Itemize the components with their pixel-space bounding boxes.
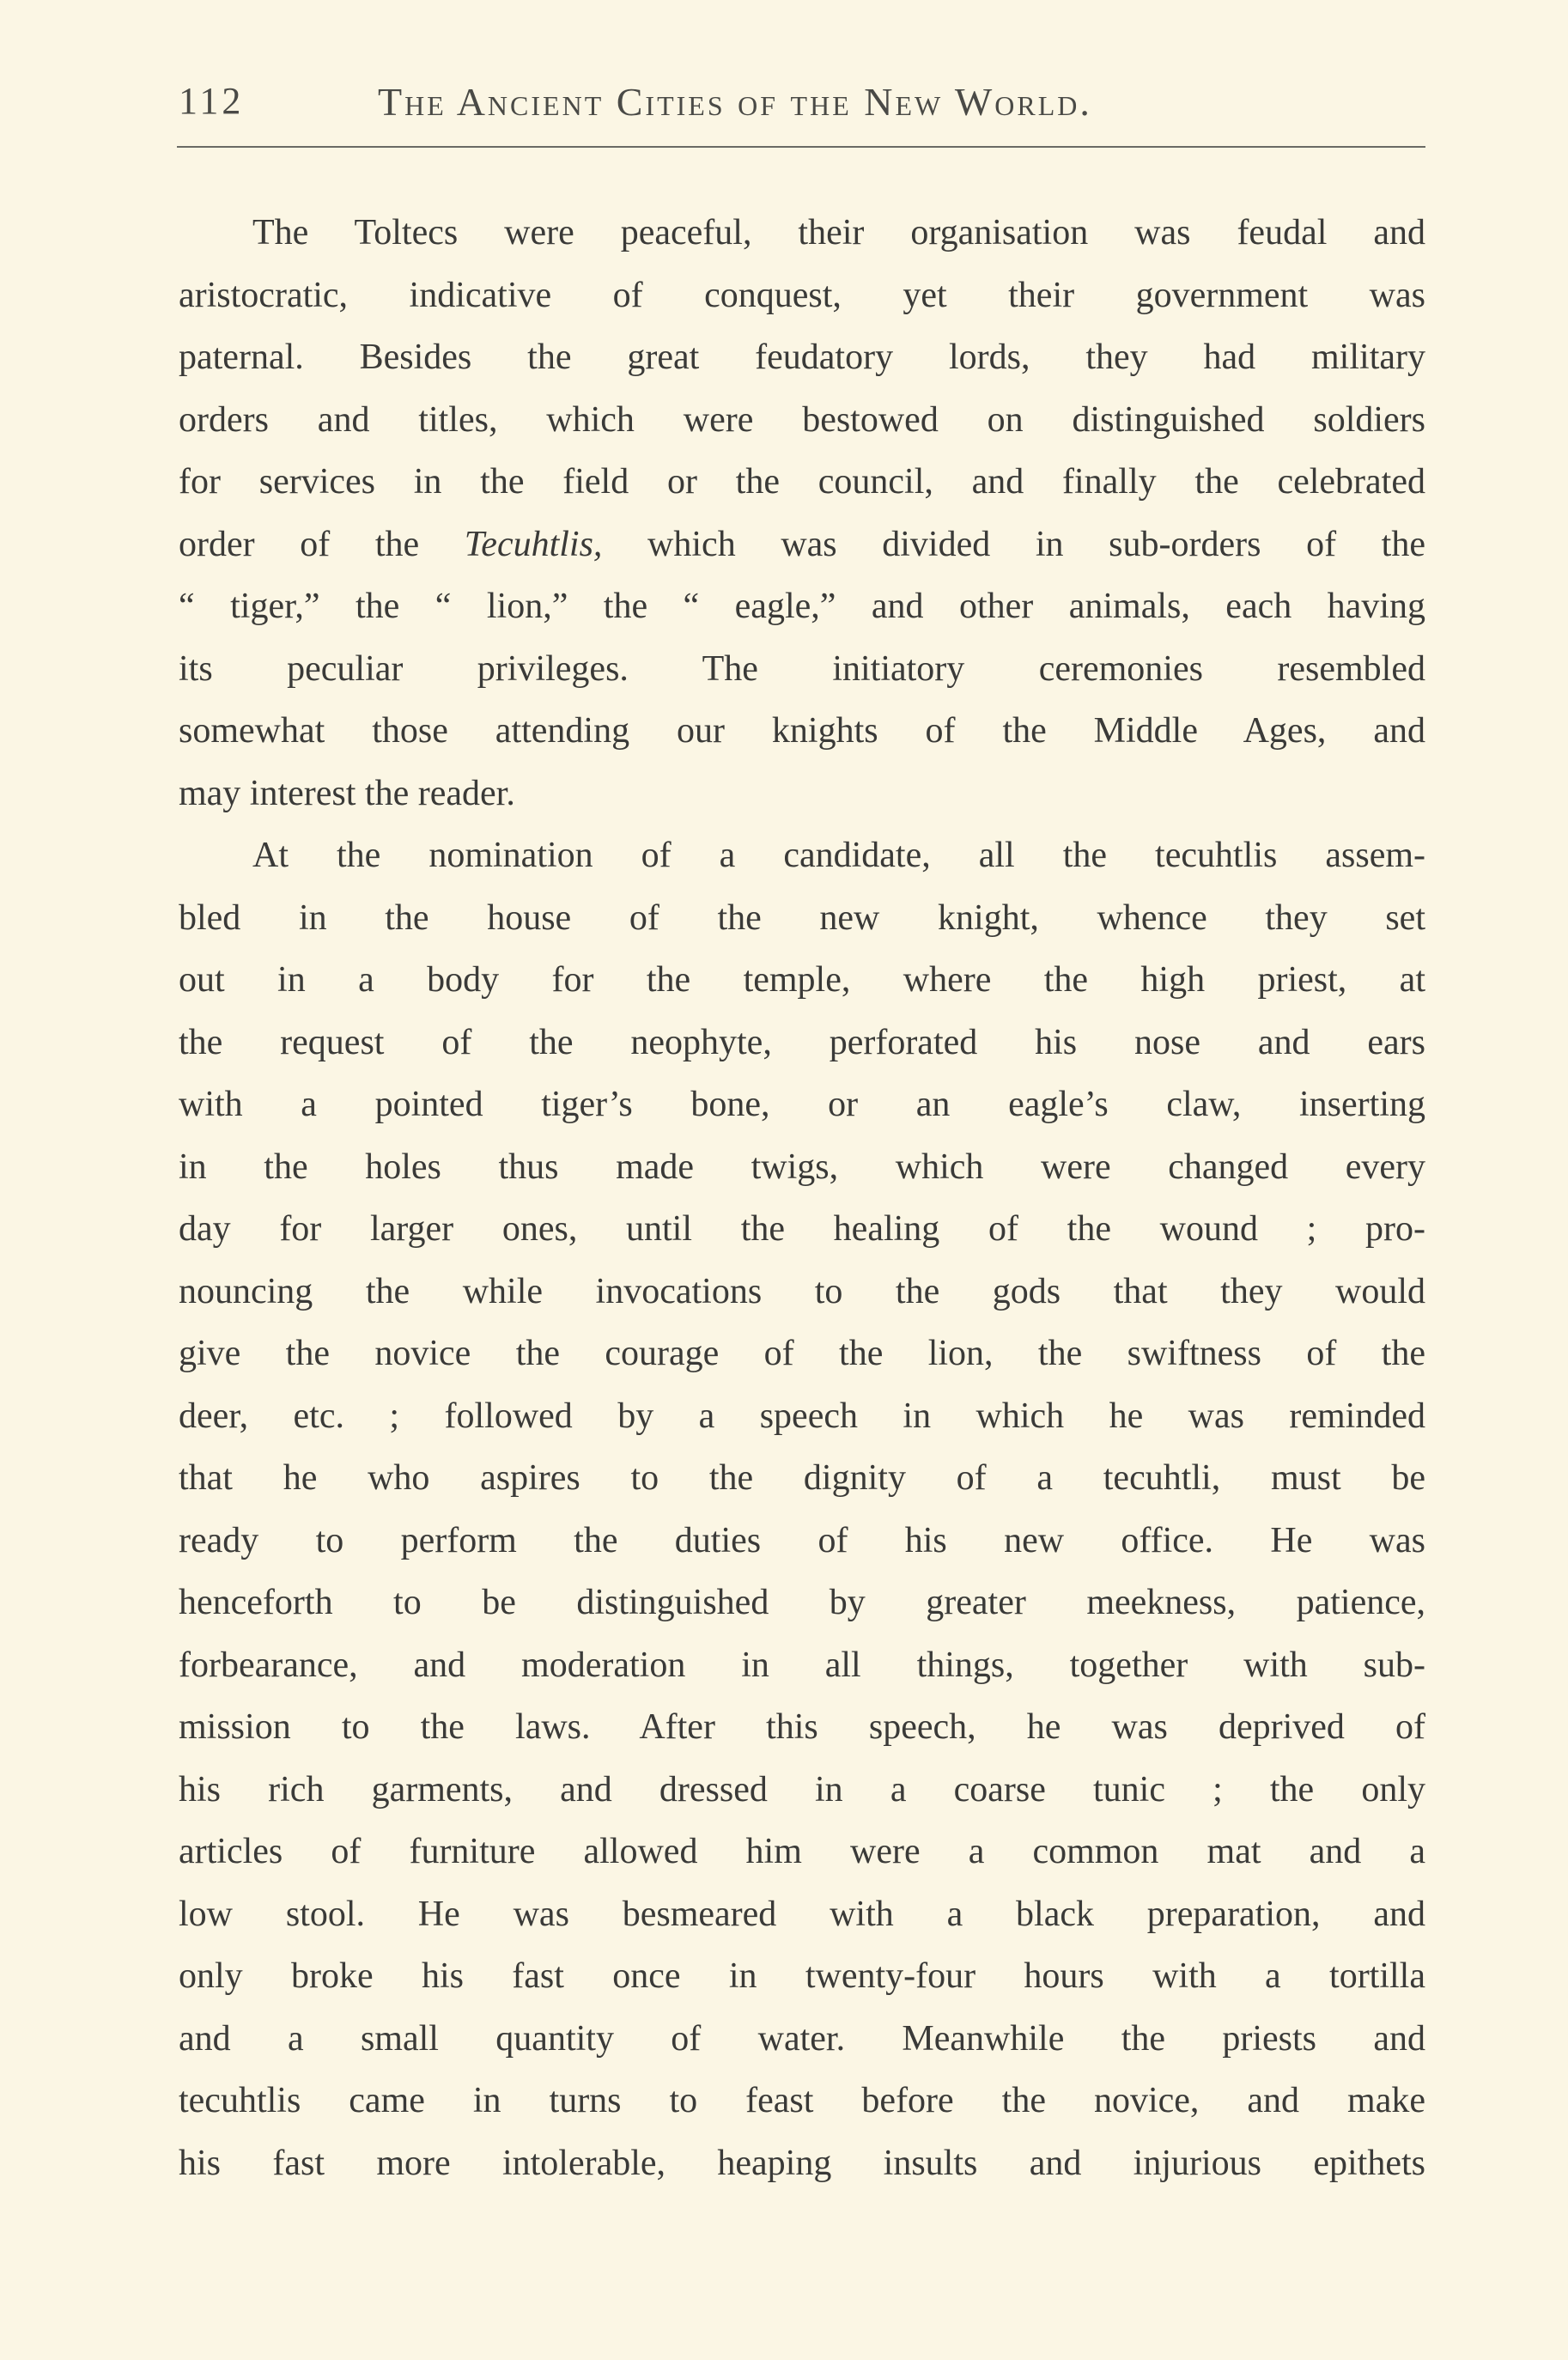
text-line: only broke his fast once in twenty-four hours with a tortilla <box>179 1956 1425 1996</box>
italic-term: Tecuhtlis, <box>464 524 603 564</box>
page-header <box>179 79 1424 131</box>
text-line: for services in the field or the council, and finally the celebrated <box>179 462 1425 502</box>
text-line: may interest the reader. <box>179 773 515 813</box>
text-line <box>179 514 1425 576</box>
text-line: his fast more intolerable, heaping insults and injurious epithets <box>179 2143 1425 2183</box>
text-line: paternal. Besides the great feudatory lords, they had military <box>179 338 1425 377</box>
text-line: that he who aspires to the dignity of a tecuhtli, must be <box>179 1458 1425 1498</box>
text-line: somewhat those attending our knights of the Middle Ages, and <box>179 711 1425 751</box>
text-line: The Toltecs were peaceful, their organisation was feudal and <box>252 213 1425 252</box>
text-line: orders and titles, which were bestowed on distinguished soldiers <box>179 399 1425 440</box>
text-line: day for larger ones, until the healing of the wound ; pro- <box>179 1209 1425 1249</box>
text-line: low stool. He was besmeared with a black preparation, and <box>179 1894 1425 1934</box>
text-line: out in a body for the temple, where the high priest, at <box>179 960 1425 1000</box>
text-line: articles of furniture allowed him were a common mat and a <box>179 1832 1425 1871</box>
running-title: The Ancient Cities of the New World. <box>378 80 1092 124</box>
text-segment: which was divided in sub-orders of the <box>602 524 1425 564</box>
text-line: with a pointed tiger’s bone, or an eagle’s claw, inserting <box>179 1085 1425 1124</box>
body-text <box>179 202 1425 2194</box>
paragraph-2 <box>179 824 1425 2194</box>
text-line: his rich garments, and dressed in a coarse tunic ; the only <box>179 1769 1425 1810</box>
text-line: bled in the house of the new knight, whence they set <box>179 897 1425 938</box>
text-line: ready to perform the duties of his new office. He was <box>179 1520 1425 1560</box>
text-line: nouncing the while invocations to the gods that they would <box>179 1271 1425 1311</box>
text-line: the request of the neophyte, perforated his nose and ears <box>179 1022 1425 1062</box>
paragraph-1 <box>179 202 1425 824</box>
text-segment: order of the <box>179 524 465 564</box>
text-line: aristocratic, indicative of conquest, yet their government was <box>179 275 1425 315</box>
text-line: “ tiger,” the “ lion,” the “ eagle,” and other animals, each having <box>179 587 1425 626</box>
text-line: and a small quantity of water. Meanwhile the priests and <box>179 2018 1425 2059</box>
text-line: At the nomination of a candidate, all the tecuhtlis assem- <box>252 836 1425 875</box>
text-line: mission to the laws. After this speech, he was deprived of <box>179 1707 1425 1747</box>
text-line: in the holes thus made twigs, which were changed every <box>179 1147 1425 1187</box>
text-line: give the novice the courage of the lion, the swiftness of the <box>179 1334 1425 1373</box>
text-line: deer, etc. ; followed by a speech in which he was reminded <box>179 1396 1425 1436</box>
text-line: its peculiar privileges. The initiatory ceremonies resembled <box>179 648 1425 689</box>
page-number: 112 <box>179 80 245 122</box>
text-line: henceforth to be distinguished by greater meekness, patience, <box>179 1583 1425 1622</box>
text-line: forbearance, and moderation in all things, together with sub- <box>179 1645 1425 1685</box>
header-rule <box>177 146 1425 148</box>
text-line: tecuhtlis came in turns to feast before the novice, and make <box>179 2081 1425 2120</box>
